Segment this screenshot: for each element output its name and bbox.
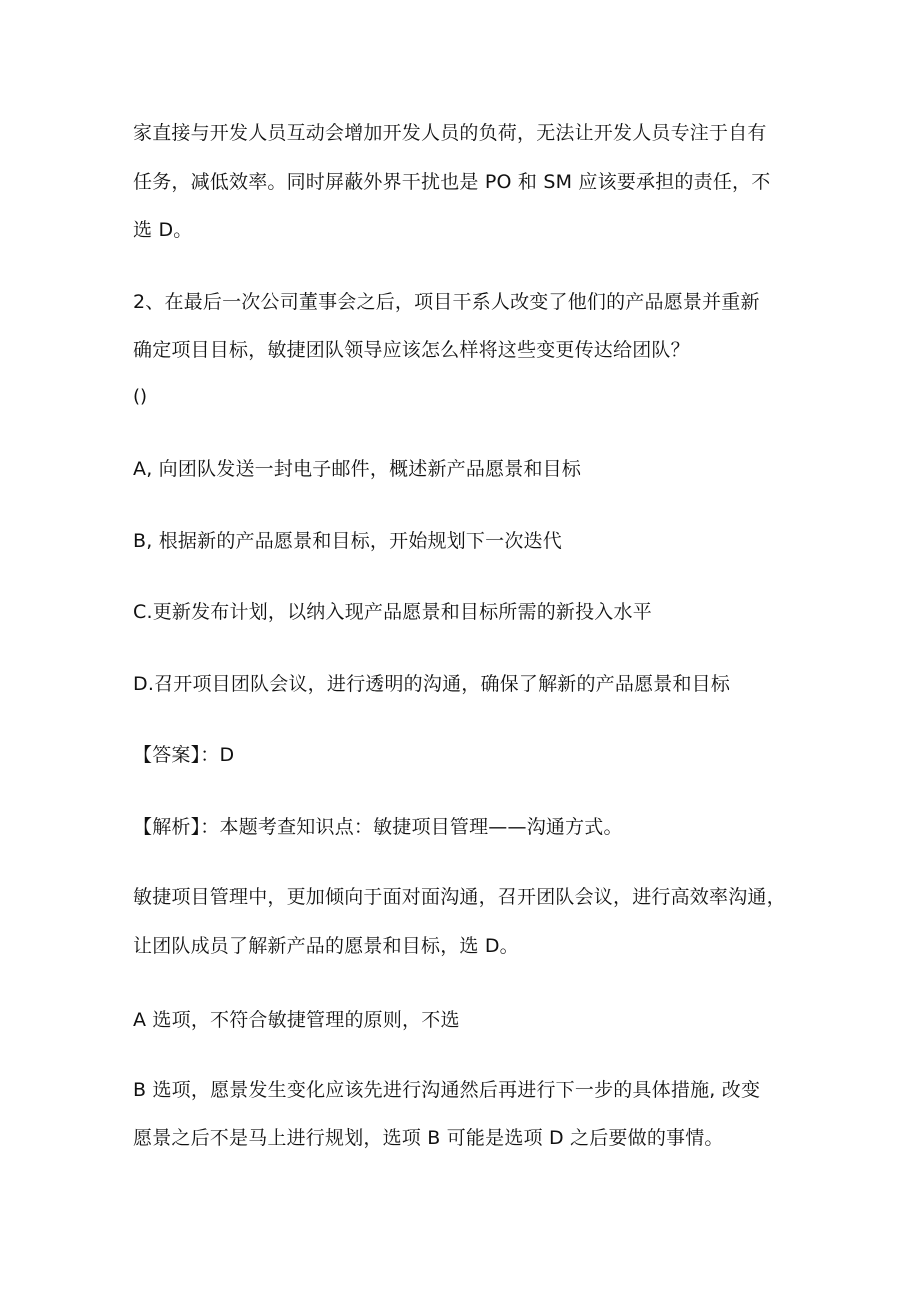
- option-c: C.更新发布计划，以纳入现产品愿景和目标所需的新投入水平: [133, 601, 652, 623]
- question-2-blank: (): [133, 386, 148, 407]
- option-b: B, 根据新的产品愿景和目标，开始规划下一次迭代: [133, 530, 562, 552]
- question-2-line-2: 确定项目目标，敏捷团队领导应该怎么样将这些变更传达给团队？: [133, 339, 690, 361]
- analysis-option-b-line-2: 愿景之后不是马上进行规划，选项 B 可能是选项 D 之后要做的事情。: [133, 1127, 724, 1149]
- analysis-option-a: A 选项，不符合敏捷管理的原则，不选: [133, 1009, 460, 1031]
- analysis-body-line-1: 敏捷项目管理中，更加倾向于面对面沟通，召开团队会议，进行高效率沟通，: [133, 886, 786, 908]
- paragraph-1-line-3: 选 D。: [133, 219, 193, 241]
- analysis-option-b-line-1: B 选项，愿景发生变化应该先进行沟通然后再进行下一步的具体措施, 改变: [133, 1079, 761, 1101]
- paragraph-1-line-2: 任务，减低效率。同时屏蔽外界干扰也是 PO 和 SM 应该要承担的责任，不: [133, 171, 771, 193]
- analysis-intro: 【解析】：本题考查知识点：敏捷项目管理——沟通方式。: [133, 816, 623, 838]
- option-d: D.召开项目团队会议，进行透明的沟通，确保了解新的产品愿景和目标: [133, 673, 731, 695]
- option-a: A, 向团队发送一封电子邮件，概述新产品愿景和目标: [133, 458, 582, 480]
- analysis-body-line-2: 让团队成员了解新产品的愿景和目标，选 D。: [133, 935, 519, 957]
- answer-line: 【答案】：D: [133, 744, 235, 766]
- paragraph-1-line-1: 家直接与开发人员互动会增加开发人员的负荷，无法让开发人员专注于自有: [133, 122, 767, 144]
- question-2-line-1: 2、在最后一次公司董事会之后，项目干系人改变了他们的产品愿景并重新: [133, 291, 760, 313]
